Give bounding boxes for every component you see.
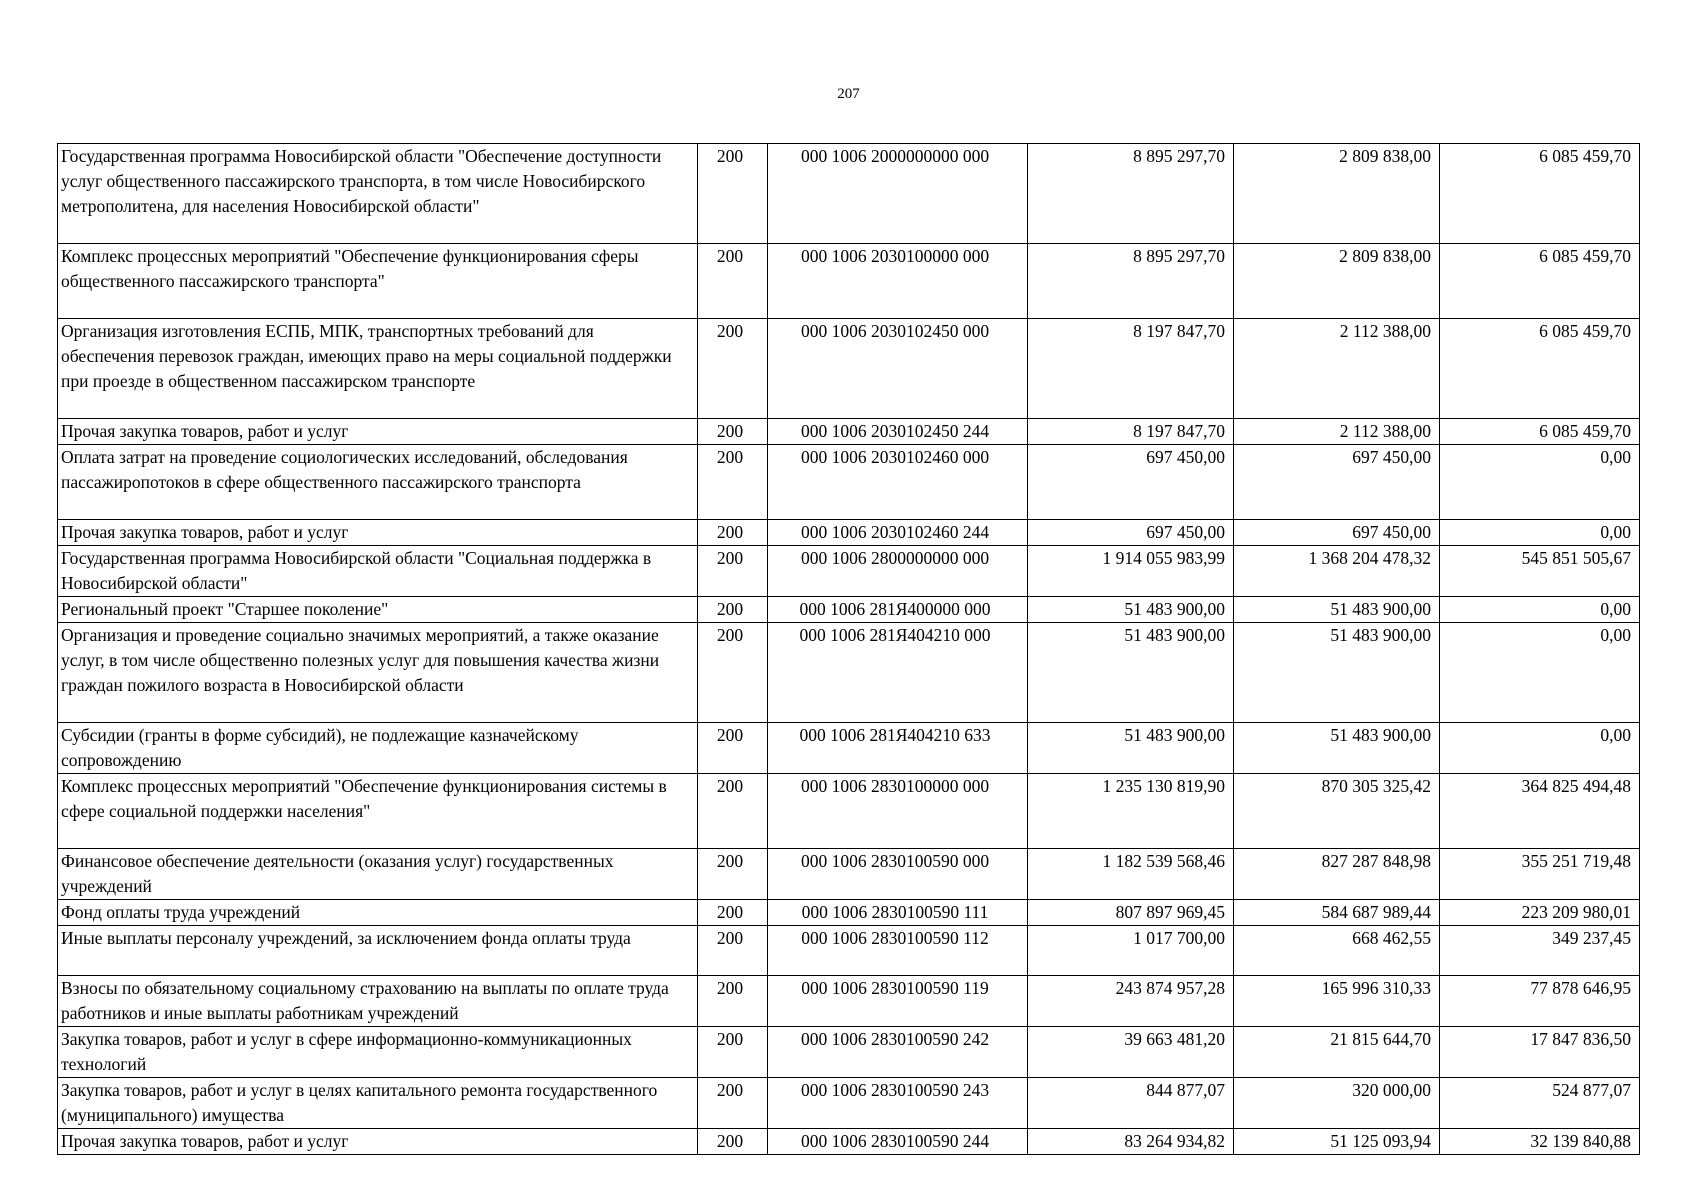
row-unexecuted: 545 851 505,67 xyxy=(1440,546,1640,597)
row-line-code: 200 xyxy=(698,419,768,445)
row-executed: 51 483 900,00 xyxy=(1234,597,1440,623)
row-name: Организация изготовления ЕСПБ, МПК, транспортных требований для обеспечения перевозок граждан, имеющих право на меры социальной поддержки при проезде в общественном пассажирском транспорте xyxy=(58,319,698,419)
row-name: Комплекс процессных мероприятий "Обеспечение функционирования системы в сфере социальной поддержки населения" xyxy=(58,774,698,849)
row-name: Организация и проведение социально значимых мероприятий, а также оказание услуг, в том числе общественно полезных услуг для повышения качества жизни граждан пожилого возраста в Новосибирской области xyxy=(58,623,698,723)
row-approved: 39 663 481,20 xyxy=(1028,1027,1234,1078)
row-approved: 8 197 847,70 xyxy=(1028,419,1234,445)
page-number: 207 xyxy=(837,86,860,102)
table-row xyxy=(58,723,1640,774)
row-unexecuted: 0,00 xyxy=(1440,445,1640,520)
row-approved: 243 874 957,28 xyxy=(1028,976,1234,1027)
row-classification-code: 000 1006 2030102460 000 xyxy=(768,445,1028,520)
row-line-code: 200 xyxy=(698,546,768,597)
row-unexecuted: 6 085 459,70 xyxy=(1440,319,1640,419)
table-row xyxy=(58,419,1640,445)
row-line-code: 200 xyxy=(698,1129,768,1155)
table-row xyxy=(58,1078,1640,1129)
row-unexecuted: 32 139 840,88 xyxy=(1440,1129,1640,1155)
row-executed: 2 809 838,00 xyxy=(1234,244,1440,319)
row-approved: 697 450,00 xyxy=(1028,445,1234,520)
row-approved: 844 877,07 xyxy=(1028,1078,1234,1129)
table-row xyxy=(58,1027,1640,1078)
row-executed: 51 483 900,00 xyxy=(1234,623,1440,723)
row-approved: 51 483 900,00 xyxy=(1028,623,1234,723)
table-row xyxy=(58,623,1640,723)
row-unexecuted: 364 825 494,48 xyxy=(1440,774,1640,849)
row-approved: 83 264 934,82 xyxy=(1028,1129,1234,1155)
row-classification-code: 000 1006 2030102460 244 xyxy=(768,520,1028,546)
row-line-code: 200 xyxy=(698,445,768,520)
row-unexecuted: 349 237,45 xyxy=(1440,926,1640,976)
row-executed: 2 112 388,00 xyxy=(1234,419,1440,445)
row-name: Прочая закупка товаров, работ и услуг xyxy=(58,1129,698,1155)
row-executed: 320 000,00 xyxy=(1234,1078,1440,1129)
row-name: Закупка товаров, работ и услуг в целях капитального ремонта государственного (муниципального) имущества xyxy=(58,1078,698,1129)
row-approved: 1 235 130 819,90 xyxy=(1028,774,1234,849)
row-line-code: 200 xyxy=(698,1027,768,1078)
row-classification-code: 000 1006 2830100590 119 xyxy=(768,976,1028,1027)
row-line-code: 200 xyxy=(698,774,768,849)
row-classification-code: 000 1006 2800000000 000 xyxy=(768,546,1028,597)
row-classification-code: 000 1006 2830100590 243 xyxy=(768,1078,1028,1129)
row-approved: 8 895 297,70 xyxy=(1028,244,1234,319)
row-executed: 2 112 388,00 xyxy=(1234,319,1440,419)
row-executed: 697 450,00 xyxy=(1234,520,1440,546)
row-executed: 2 809 838,00 xyxy=(1234,144,1440,244)
row-approved: 51 483 900,00 xyxy=(1028,597,1234,623)
row-line-code: 200 xyxy=(698,144,768,244)
row-line-code: 200 xyxy=(698,976,768,1027)
budget-execution-table xyxy=(57,143,1640,1155)
row-line-code: 200 xyxy=(698,319,768,419)
table-row xyxy=(58,144,1640,244)
table-row xyxy=(58,849,1640,900)
row-approved: 697 450,00 xyxy=(1028,520,1234,546)
row-approved: 807 897 969,45 xyxy=(1028,900,1234,926)
row-line-code: 200 xyxy=(698,520,768,546)
row-approved: 1 914 055 983,99 xyxy=(1028,546,1234,597)
row-classification-code: 000 1006 281Я404210 000 xyxy=(768,623,1028,723)
row-name: Финансовое обеспечение деятельности (оказания услуг) государственных учреждений xyxy=(58,849,698,900)
table-row xyxy=(58,976,1640,1027)
row-unexecuted: 6 085 459,70 xyxy=(1440,419,1640,445)
row-name: Иные выплаты персоналу учреждений, за исключением фонда оплаты труда xyxy=(58,926,698,976)
row-classification-code: 000 1006 2830100000 000 xyxy=(768,774,1028,849)
table-row xyxy=(58,244,1640,319)
row-executed: 51 125 093,94 xyxy=(1234,1129,1440,1155)
row-line-code: 200 xyxy=(698,723,768,774)
row-line-code: 200 xyxy=(698,849,768,900)
table-row xyxy=(58,319,1640,419)
row-name: Государственная программа Новосибирской области "Обеспечение доступности услуг общественного пассажирского транспорта, в том числе Новосибирского метрополитена, для населения Новосибирской области" xyxy=(58,144,698,244)
table-row xyxy=(58,1129,1640,1155)
row-classification-code: 000 1006 2030102450 244 xyxy=(768,419,1028,445)
table-row xyxy=(58,774,1640,849)
row-classification-code: 000 1006 2830100590 244 xyxy=(768,1129,1028,1155)
row-approved: 1 182 539 568,46 xyxy=(1028,849,1234,900)
row-name: Прочая закупка товаров, работ и услуг xyxy=(58,520,698,546)
row-line-code: 200 xyxy=(698,926,768,976)
row-unexecuted: 355 251 719,48 xyxy=(1440,849,1640,900)
row-approved: 8 197 847,70 xyxy=(1028,319,1234,419)
row-name: Оплата затрат на проведение социологических исследований, обследования пассажиропотоков в сфере общественного пассажирского транспорта xyxy=(58,445,698,520)
row-classification-code: 000 1006 281Я404210 633 xyxy=(768,723,1028,774)
row-unexecuted: 0,00 xyxy=(1440,723,1640,774)
row-name: Субсидии (гранты в форме субсидий), не подлежащие казначейскому сопровождению xyxy=(58,723,698,774)
row-line-code: 200 xyxy=(698,623,768,723)
row-unexecuted: 77 878 646,95 xyxy=(1440,976,1640,1027)
row-unexecuted: 223 209 980,01 xyxy=(1440,900,1640,926)
row-classification-code: 000 1006 2000000000 000 xyxy=(768,144,1028,244)
row-approved: 1 017 700,00 xyxy=(1028,926,1234,976)
table-row xyxy=(58,900,1640,926)
row-unexecuted: 524 877,07 xyxy=(1440,1078,1640,1129)
row-classification-code: 000 1006 2830100590 111 xyxy=(768,900,1028,926)
row-line-code: 200 xyxy=(698,244,768,319)
row-classification-code: 000 1006 2830100590 000 xyxy=(768,849,1028,900)
row-unexecuted: 0,00 xyxy=(1440,597,1640,623)
row-executed: 584 687 989,44 xyxy=(1234,900,1440,926)
row-name: Комплекс процессных мероприятий "Обеспечение функционирования сферы общественного пассажирского транспорта" xyxy=(58,244,698,319)
row-executed: 51 483 900,00 xyxy=(1234,723,1440,774)
table-row xyxy=(58,546,1640,597)
row-classification-code: 000 1006 2830100590 112 xyxy=(768,926,1028,976)
row-classification-code: 000 1006 2030100000 000 xyxy=(768,244,1028,319)
row-executed: 870 305 325,42 xyxy=(1234,774,1440,849)
row-unexecuted: 6 085 459,70 xyxy=(1440,144,1640,244)
row-executed: 697 450,00 xyxy=(1234,445,1440,520)
row-name: Взносы по обязательному социальному страхованию на выплаты по оплате труда работников и иные выплаты работникам учреждений xyxy=(58,976,698,1027)
row-classification-code: 000 1006 2030102450 000 xyxy=(768,319,1028,419)
row-name: Государственная программа Новосибирской области "Социальная поддержка в Новосибирской области" xyxy=(58,546,698,597)
table-row xyxy=(58,445,1640,520)
row-executed: 1 368 204 478,32 xyxy=(1234,546,1440,597)
row-line-code: 200 xyxy=(698,900,768,926)
row-name: Региональный проект "Старшее поколение" xyxy=(58,597,698,623)
row-unexecuted: 0,00 xyxy=(1440,623,1640,723)
row-approved: 51 483 900,00 xyxy=(1028,723,1234,774)
table-row xyxy=(58,520,1640,546)
table-row xyxy=(58,926,1640,976)
row-executed: 668 462,55 xyxy=(1234,926,1440,976)
row-approved: 8 895 297,70 xyxy=(1028,144,1234,244)
row-classification-code: 000 1006 281Я400000 000 xyxy=(768,597,1028,623)
row-executed: 827 287 848,98 xyxy=(1234,849,1440,900)
row-executed: 21 815 644,70 xyxy=(1234,1027,1440,1078)
row-name: Закупка товаров, работ и услуг в сфере информационно-коммуникационных технологий xyxy=(58,1027,698,1078)
row-classification-code: 000 1006 2830100590 242 xyxy=(768,1027,1028,1078)
row-unexecuted: 6 085 459,70 xyxy=(1440,244,1640,319)
row-executed: 165 996 310,33 xyxy=(1234,976,1440,1027)
row-name: Прочая закупка товаров, работ и услуг xyxy=(58,419,698,445)
row-unexecuted: 17 847 836,50 xyxy=(1440,1027,1640,1078)
row-unexecuted: 0,00 xyxy=(1440,520,1640,546)
table-row xyxy=(58,597,1640,623)
row-line-code: 200 xyxy=(698,597,768,623)
row-name: Фонд оплаты труда учреждений xyxy=(58,900,698,926)
row-line-code: 200 xyxy=(698,1078,768,1129)
